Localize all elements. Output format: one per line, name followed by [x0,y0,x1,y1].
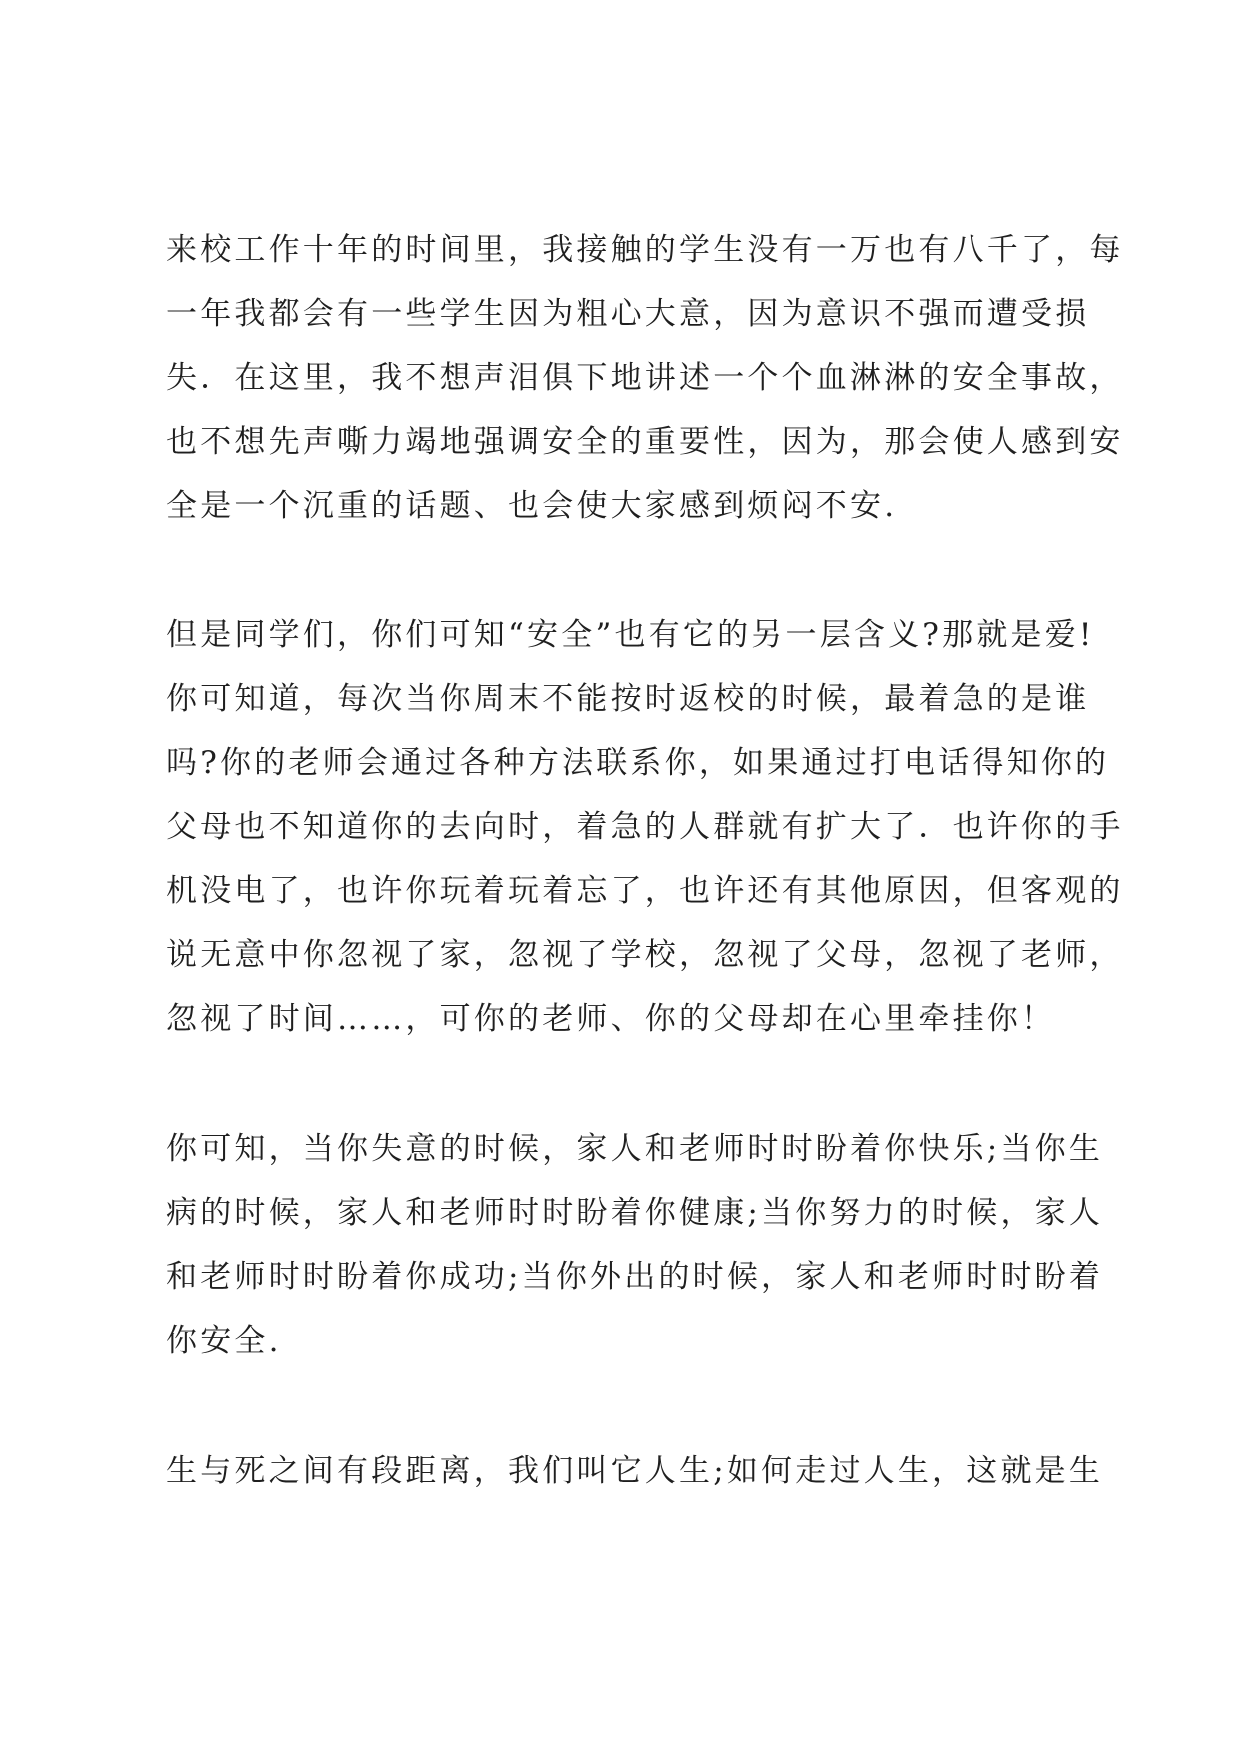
text-line: 来校工作十年的时间里，我接触的学生没有一万也有八千了，每 [166,232,1124,268]
text-line: 也不想先声嘶力竭地强调安全的重要性，因为，那会使人感到安 [166,424,1124,460]
text-line: 你可知道，每次当你周末不能按时返校的时候，最着急的是谁 [166,681,1090,717]
paragraph-4 [166,1439,1104,1503]
text-line: 忽视了时间……，可你的老师、你的父母却在心里牵挂你！ [166,1001,1056,1037]
paragraph-3 [166,1117,1104,1373]
text-line: 和老师时时盼着你成功;当你外出的时候，家人和老师时时盼着 [166,1259,1104,1295]
text-line: 吗?你的老师会通过各种方法联系你，如果通过打电话得知你的 [166,745,1110,781]
text-line: 一年我都会有一些学生因为粗心大意，因为意识不强而遭受损 [166,296,1090,332]
text-line: 全是一个沉重的话题、也会使大家感到烦闷不安. [166,488,898,524]
text-line: 你可知，当你失意的时候，家人和老师时时盼着你快乐;当你生 [166,1131,1104,1167]
text-line: 机没电了，也许你玩着玩着忘了，也许还有其他原因，但客观的 [166,873,1124,909]
text-line: 但是同学们，你们可知“安全”也有它的另一层含义?那就是爱! [166,617,1095,653]
text-line: 失．在这里，我不想声泪俱下地讲述一个个血淋淋的安全事故， [166,360,1124,396]
text-line: 说无意中你忽视了家，忽视了学校，忽视了父母，忽视了老师， [166,937,1124,973]
paragraph-2 [166,603,1124,1051]
text-line: 父母也不知道你的去向时，着急的人群就有扩大了．也许你的手 [166,809,1124,845]
paragraph-1 [166,218,1124,538]
text-line: 生与死之间有段距离，我们叫它人生;如何走过人生，这就是生 [166,1453,1104,1489]
text-line: 病的时候，家人和老师时时盼着你健康;当你努力的时候，家人 [166,1195,1104,1231]
text-line: 你安全. [166,1323,282,1359]
